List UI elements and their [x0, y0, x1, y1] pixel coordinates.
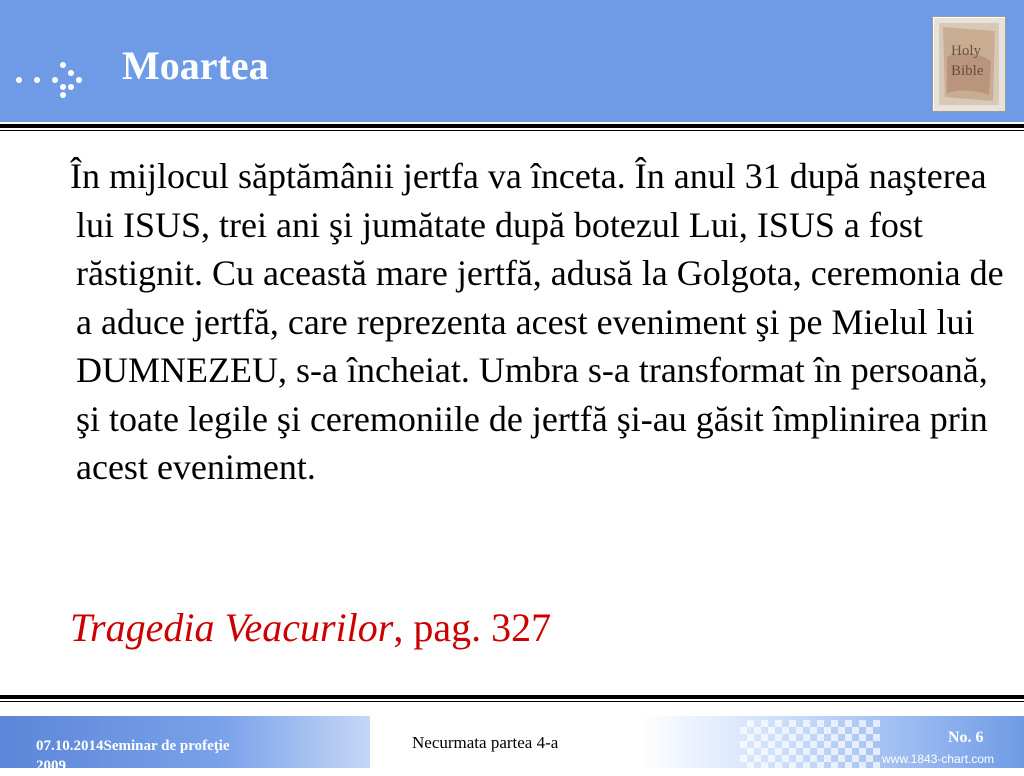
svg-text:Bible: Bible	[951, 63, 984, 79]
checker-decoration	[740, 720, 880, 768]
footer-divider-thin	[0, 701, 1024, 702]
footer-center-text: Necurmata partea 4-a	[412, 733, 559, 752]
footer-seminar: Seminar de profeţie	[103, 738, 230, 754]
footer-date: 07.10.2014	[36, 738, 104, 754]
footer-site: www.1843-chart.com	[882, 752, 995, 766]
citation-book: Tragedia Veacurilor	[70, 605, 394, 650]
header-divider	[0, 124, 1024, 128]
citation-page: , pag. 327	[393, 605, 552, 650]
citation	[70, 603, 551, 653]
footer-year: 2009	[36, 758, 66, 774]
footer-date-seminar	[36, 736, 336, 776]
footer-divider	[0, 695, 1024, 699]
header-divider-thin	[0, 130, 1024, 131]
dots-decoration-icon	[14, 56, 84, 100]
svg-text:Holy: Holy	[951, 43, 981, 59]
slide-number: No. 6	[948, 729, 984, 746]
slide-title: Moartea	[122, 43, 269, 88]
footer-spacer	[0, 704, 1024, 716]
slide-header	[0, 0, 1024, 122]
slide-body-text: În mijlocul săptămânii jertfa va înceta. În anul 31 după naşterea lui ISUS, trei ani şi jumătate după botezul Lui, ISUS a fost răstignit. Cu această mare jertfă, adusă la Golgota, ceremonia de a aduce jertfă, care reprezenta acest eveniment şi pe Mielul lui DUMNEZEU, s-a încheiat. Umbra s-a transformat în persoană, şi toate legile şi ceremoniile de jertfă şi-au găsit împlinirea prin acest eveniment.	[70, 156, 1004, 487]
bible-book-icon	[932, 16, 1006, 112]
